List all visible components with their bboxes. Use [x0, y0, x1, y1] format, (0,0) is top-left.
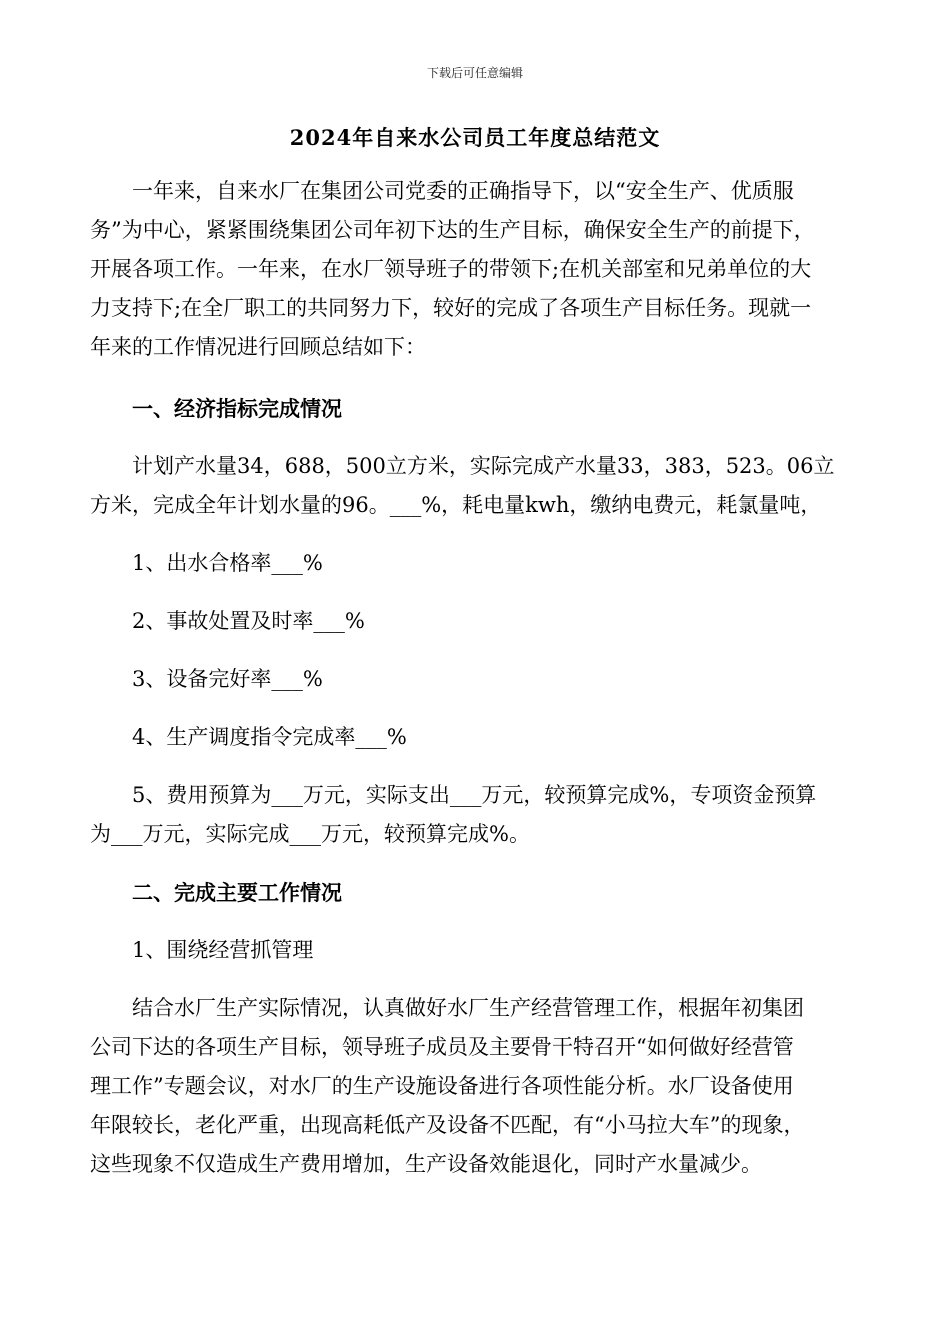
intro-line-3: 开展各项工作。一年来，在水厂领导班子的带领下;在机关部室和兄弟单位的大 — [90, 257, 812, 281]
plan-line-2: 方米，完成全年计划水量的96。___%，耗电量kwh，缴纳电费元，耗氯量吨， — [90, 493, 822, 517]
intro-line-4: 力支持下;在全厂职工的共同努力下，较好的完成了各项生产目标任务。现就一 — [90, 296, 812, 320]
item-4: 4、生产调度指令完成率___% — [132, 725, 407, 749]
item-5-line-1: 5、费用预算为___万元，实际支出___万元，较预算完成%，专项资金预算 — [132, 783, 817, 807]
document-title: 2024年自来水公司员工年度总结范文 — [289, 125, 661, 150]
management-line-2: 公司下达的各项生产目标，领导班子成员及主要骨干特召开“如何做好经营管 — [90, 1035, 794, 1059]
section2-sub1: 1、围绕经营抓管理 — [132, 938, 314, 962]
item-2: 2、事故处置及时率___% — [132, 609, 365, 633]
intro-line-2: 务”为中心，紧紧围绕集团公司年初下达的生产目标，确保安全生产的前提下， — [90, 218, 815, 242]
management-line-1: 结合水厂生产实际情况，认真做好水厂生产经营管理工作，根据年初集团 — [132, 996, 804, 1020]
intro-paragraph — [90, 172, 860, 367]
item-3: 3、设备完好率___% — [132, 667, 323, 691]
item-5 — [90, 776, 860, 854]
item-5-line-2: 为___万元，实际完成___万元，较预算完成%。 — [90, 822, 530, 846]
management-line-4: 年限较长，老化严重，出现高耗低产及设备不匹配，有“小马拉大车”的现象， — [90, 1113, 805, 1137]
plan-line-1: 计划产水量34，688，500立方米，实际完成产水量33，383，523。06立 — [132, 454, 835, 478]
section1-heading: 一、经济指标完成情况 — [132, 396, 342, 421]
management-line-3: 理工作”专题会议，对水厂的生产设施设备进行各项性能分析。水厂设备使用 — [90, 1074, 794, 1098]
item-1: 1、出水合格率___% — [132, 551, 323, 575]
management-paragraph — [90, 989, 860, 1184]
document-body — [90, 172, 860, 1184]
plan-paragraph — [90, 447, 860, 525]
header-note: 下载后可任意编辑 — [426, 66, 523, 80]
intro-line-5: 年来的工作情况进行回顾总结如下： — [90, 335, 426, 359]
section2-heading: 二、完成主要工作情况 — [132, 880, 342, 905]
intro-line-1: 一年来，自来水厂在集团公司党委的正确指导下，以“安全生产、优质服 — [132, 179, 794, 203]
management-line-5: 这些现象不仅造成生产费用增加，生产设备效能退化，同时产水量减少。 — [90, 1152, 762, 1176]
